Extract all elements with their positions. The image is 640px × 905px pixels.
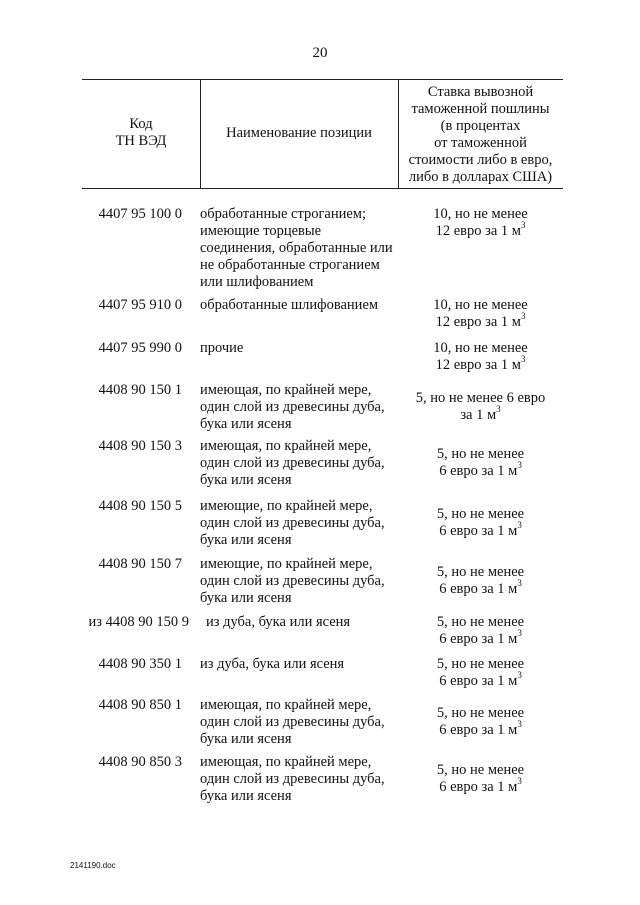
rate-line: 5, но не менее [436, 762, 525, 778]
rate-line: 6 евро за 1 $м^3$ [439, 578, 522, 597]
row-code: 4408 90 150 5 [98, 498, 182, 514]
row-name: имеющая, по крайней мере, один слой из древесины дуба, бука или ясеня [200, 754, 385, 804]
rate-line: 12 евро за 1 $м^3$ [435, 311, 526, 330]
unit-superscript: 3 [517, 578, 522, 589]
row-name: имеющая, по крайней мере, один слой из древесины дуба, бука или ясеня [200, 382, 385, 432]
rate-line: 10, но не менее [433, 297, 528, 313]
rate-line: 6 евро за 1 $м^3$ [439, 776, 522, 795]
rate-line: 10, но не менее [433, 206, 528, 222]
row-rate [398, 390, 563, 424]
rate-line: 6 евро за 1 $м^3$ [439, 520, 522, 539]
rate-line: за 1 $м^3$ [460, 404, 501, 423]
row-name: из дуба, бука или ясеня [206, 614, 351, 630]
unit-superscript: 3 [517, 776, 522, 787]
rate-line: 5, но не менее [436, 506, 525, 522]
row-code: 4408 90 850 3 [98, 754, 182, 770]
row-name: имеющие, по крайней мере, один слой из древесины дуба, бука или ясеня [200, 498, 385, 548]
unit-superscript: 3 [496, 404, 501, 415]
row-code: 4408 90 150 3 [98, 438, 182, 454]
header-rate: Ставка вывозной таможенной пошлины (в процентах от таможенной стоимости либо в евро, либо в долларах США) [408, 84, 553, 185]
unit-superscript: 3 [517, 628, 522, 639]
unit-superscript: 3 [517, 719, 522, 730]
row-name: имеющая, по крайней мере, один слой из древесины дуба, бука или ясеня [200, 697, 385, 747]
row-rate [398, 206, 563, 240]
row-name: имеющая, по крайней мере, один слой из древесины дуба, бука или ясеня [200, 438, 385, 488]
unit-superscript: 3 [520, 354, 526, 365]
rate-line: 6 евро за 1 $м^3$ [439, 719, 522, 738]
rate-line: 12 евро за 1 $м^3$ [435, 354, 526, 373]
row-code: 4407 95 100 0 [98, 206, 182, 222]
unit-superscript: 3 [517, 520, 522, 531]
row-rate [398, 297, 563, 331]
header-name: Наименование позиции [226, 125, 372, 141]
file-name: 2141190.doc [70, 861, 116, 870]
rate-line: 5, но не менее [436, 446, 525, 462]
unit-superscript: 3 [517, 670, 522, 681]
row-rate [398, 762, 563, 796]
row-name: обработанные шлифованием [200, 297, 379, 313]
row-code: из 4408 90 150 9 [88, 614, 189, 630]
page-number: 20 [312, 45, 328, 61]
row-name: имеющие, по крайней мере, один слой из древесины дуба, бука или ясеня [200, 556, 385, 606]
row-rate [398, 614, 563, 648]
row-name: обработанные строганием; имеющие торцевые соединения, обработанные или не обработанные строганием или шлифованием [200, 206, 393, 290]
unit-superscript: 3 [520, 311, 526, 322]
rate-line: 5, но не менее [436, 614, 525, 630]
rate-line: 6 евро за 1 $м^3$ [439, 670, 522, 689]
rate-line: 10, но не менее [433, 340, 528, 356]
row-code: 4407 95 990 0 [98, 340, 182, 356]
rate-line: 5, но не менее [436, 705, 525, 721]
rate-line: 5, но не менее [436, 656, 525, 672]
row-rate [398, 506, 563, 540]
rate-line: 6 евро за 1 $м^3$ [439, 628, 522, 647]
row-code: 4408 90 150 7 [98, 556, 182, 572]
rate-line: 12 евро за 1 $м^3$ [435, 220, 526, 239]
row-rate [398, 705, 563, 739]
row-name: прочие [200, 340, 244, 356]
row-rate [398, 564, 563, 598]
row-code: 4408 90 350 1 [98, 656, 182, 672]
rate-line: 5, но не менее 6 евро [415, 390, 546, 406]
row-rate [398, 446, 563, 480]
header-code: Код ТН ВЭД [115, 116, 167, 149]
row-code: 4408 90 850 1 [98, 697, 182, 713]
header-bottom-rule [82, 188, 563, 189]
row-rate [398, 656, 563, 690]
unit-superscript: 3 [520, 220, 526, 231]
row-code: 4407 95 910 0 [98, 297, 182, 313]
row-code: 4408 90 150 1 [98, 382, 182, 398]
rate-line: 6 евро за 1 $м^3$ [439, 460, 522, 479]
row-name: из дуба, бука или ясеня [200, 656, 345, 672]
table-top-rule [82, 79, 563, 80]
unit-superscript: 3 [517, 460, 522, 471]
rate-line: 5, но не менее [436, 564, 525, 580]
row-rate [398, 340, 563, 374]
